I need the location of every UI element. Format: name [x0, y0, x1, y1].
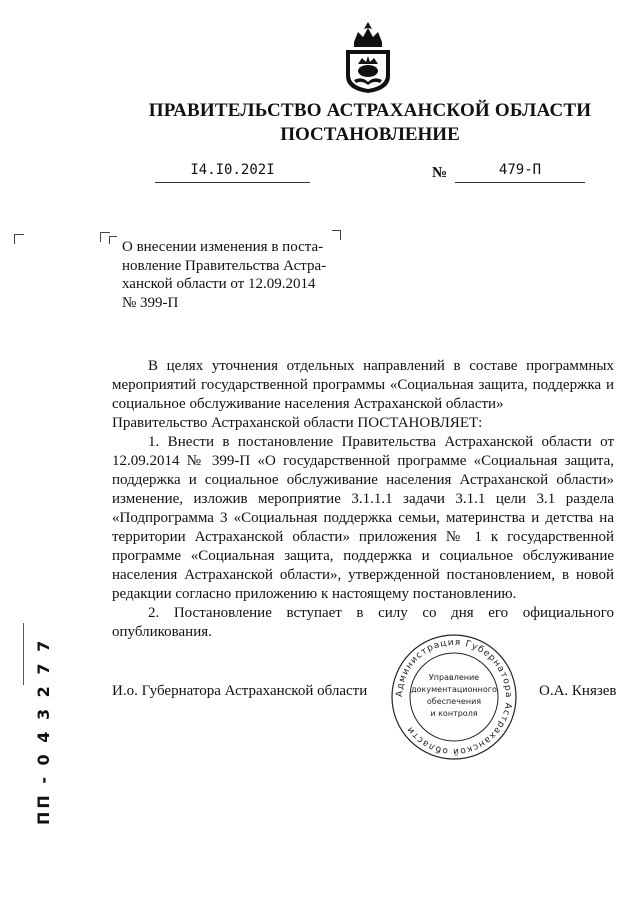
stamp-inner-line: обеспечения [426, 697, 482, 706]
corner-mark [14, 234, 24, 244]
date-underline [155, 182, 310, 183]
form-serial-number: ПП - 0 4 3 2 7 7 [34, 637, 53, 825]
item-2-paragraph: 2. Постановление вступает в силу со дня его официального опубликования. [112, 605, 614, 640]
document-number: 479-П [498, 162, 542, 178]
official-stamp [389, 632, 519, 762]
subject-line: ханской области от 12.09.2014 [122, 276, 316, 292]
coat-of-arms-icon [342, 20, 394, 94]
margin-rule [23, 623, 24, 685]
subject-line: О внесении изменения в поста- [122, 239, 324, 255]
preamble-paragraph: В целях уточнения отдельных направлений в составе программных мероприятий государственной программы «Социальная защита, поддержка и социальное обслуживание населения Астраханской области» [112, 358, 614, 412]
document-type: ПОСТАНОВЛЕНИЕ [280, 124, 460, 145]
subject-line: новление Правительства Астра- [122, 257, 327, 274]
stamp-inner-line: документационного [411, 685, 497, 694]
government-title: ПРАВИТЕЛЬСТВО АСТРАХАНСКОЙ ОБЛАСТИ [148, 100, 592, 121]
corner-mark [109, 236, 117, 244]
signatory-name: О.А. Князев [539, 683, 617, 699]
document-date: I4.I0.202I [190, 162, 275, 178]
subject-line: № 399-П [122, 294, 179, 311]
item-1-paragraph: 1. Внести в постановление Правительства Астраханской области от 12.09.2014 № 399-П «О государственной программе «Социальная защита, поддержка и социальное обслуживание населения Астраханской области» изменение, изложив мероприятие 3.1.1.1 задачи 3.1.1 цели 3.1 раздела «Подпрограмма 3 «Социальная поддержка семьи, материнства и детства на территории Астраханской области» приложения № 1 к государственной программе «Социальная защита, поддержка и социальное обслуживание населения Астраханской области», утвержденной постановлением, в новой редакции согласно приложению к настоящему постановлению. [112, 434, 614, 602]
stamp-inner-line: и контроля [430, 709, 478, 718]
stamp-inner-line: Управление [428, 673, 480, 682]
document-subject [122, 238, 334, 312]
number-sign: № [432, 165, 448, 181]
stamp-outer-text: Администрация Губернатора Астраханской области [394, 637, 514, 757]
signatory-position: И.о. Губернатора Астраханской области [112, 683, 368, 699]
document-body [112, 357, 614, 642]
resolve-paragraph: Правительство Астраханской области ПОСТАНОВЛЯЕТ: [112, 415, 483, 431]
number-underline [455, 182, 585, 183]
